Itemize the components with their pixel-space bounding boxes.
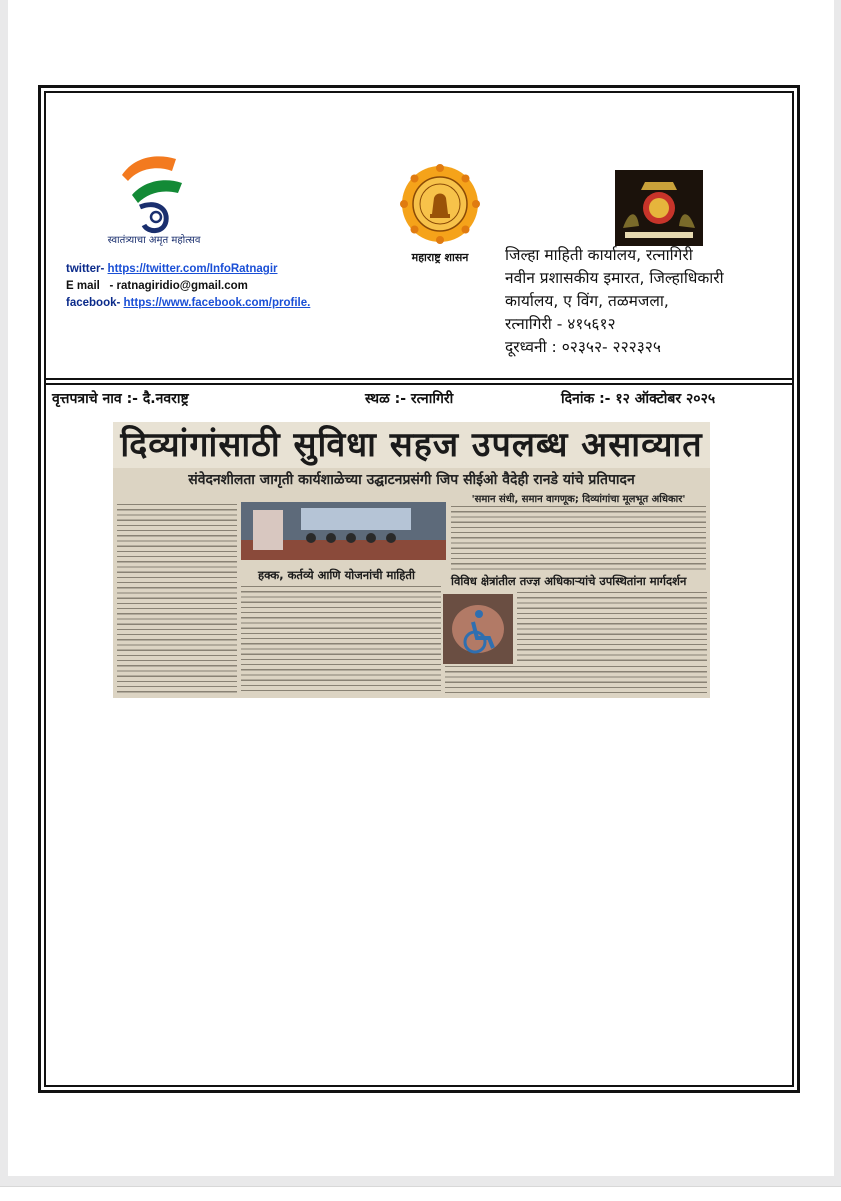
address-line: जिल्हा माहिती कार्यालय, रत्नागिरी: [505, 246, 693, 264]
address-line: कार्यालय, ए विंग, तळमजला,: [505, 292, 669, 310]
phone-line: दूरध्वनी : ०२३५२- २२२३२५: [505, 338, 661, 356]
clipping-headline: दिव्यांगांसाठी सुविधा सहज उपलब्ध असाव्यात: [113, 422, 710, 468]
azadi-caption: स्वातंत्र्याचा अमृत महोत्सव: [107, 235, 201, 246]
office-address: [505, 244, 795, 359]
article-column: [241, 586, 441, 694]
article-column: [445, 666, 707, 694]
place: स्थळ :- रत्नागिरी: [365, 391, 454, 407]
article-column: [117, 504, 237, 694]
address-line: रत्नागिरी - ४१५६१२: [505, 315, 616, 333]
next-page-edge: [0, 1186, 841, 1201]
newspaper-clipping: [113, 422, 710, 698]
facebook-row: [66, 295, 310, 312]
article-column: [451, 506, 706, 570]
twitter-row: [66, 261, 310, 278]
address-line: नवीन प्रशासकीय इमारत, जिल्हाधिकारी: [505, 269, 724, 287]
clipping-subhead: संवेदनशीलता जागृती कार्यशाळेच्या उद्घाटनप्रसंगी जिप सीईओ वैदेही रानडे यांचे प्रतिपादन: [188, 472, 635, 488]
clipping-quote: 'समान संधी, समान वागणूक; दिव्यांगांचा मूलभूत अधिकार': [471, 494, 686, 505]
district-emblem-logo: [615, 170, 703, 246]
twitter-label: twitter-: [66, 263, 105, 275]
email-value[interactable]: - ratnagiridio@gmail.com: [109, 280, 248, 292]
email-row: [66, 278, 310, 295]
facebook-link[interactable]: https://www.facebook.com/profile.: [123, 297, 311, 309]
twitter-link[interactable]: https://twitter.com/InfoRatnagir: [107, 263, 278, 275]
wheelchair-photo: [443, 594, 513, 664]
contact-links: [66, 261, 310, 312]
email-label: E mail: [66, 280, 100, 292]
header-divider: [44, 378, 794, 380]
box-heading-experts: विविध क्षेत्रांतील तज्ज्ञ अधिकाऱ्यांचे उपस्थितांना मार्गदर्शन: [451, 574, 687, 588]
date: दिनांक :- १२ ऑक्टोबर २०२५: [561, 391, 716, 407]
box-heading-rights: हक्क, कर्तव्ये आणि योजनांची माहिती: [258, 568, 415, 582]
seal-caption: महाराष्ट्र शासन: [411, 251, 469, 264]
maharashtra-seal-icon: [400, 164, 480, 244]
article-column: [517, 592, 707, 662]
newspaper-name: वृत्तपत्राचे नाव :- दै.नवराष्ट्र: [52, 391, 189, 407]
facebook-label: facebook-: [66, 297, 121, 309]
header-divider-2: [44, 383, 794, 385]
event-photo: [241, 502, 446, 560]
